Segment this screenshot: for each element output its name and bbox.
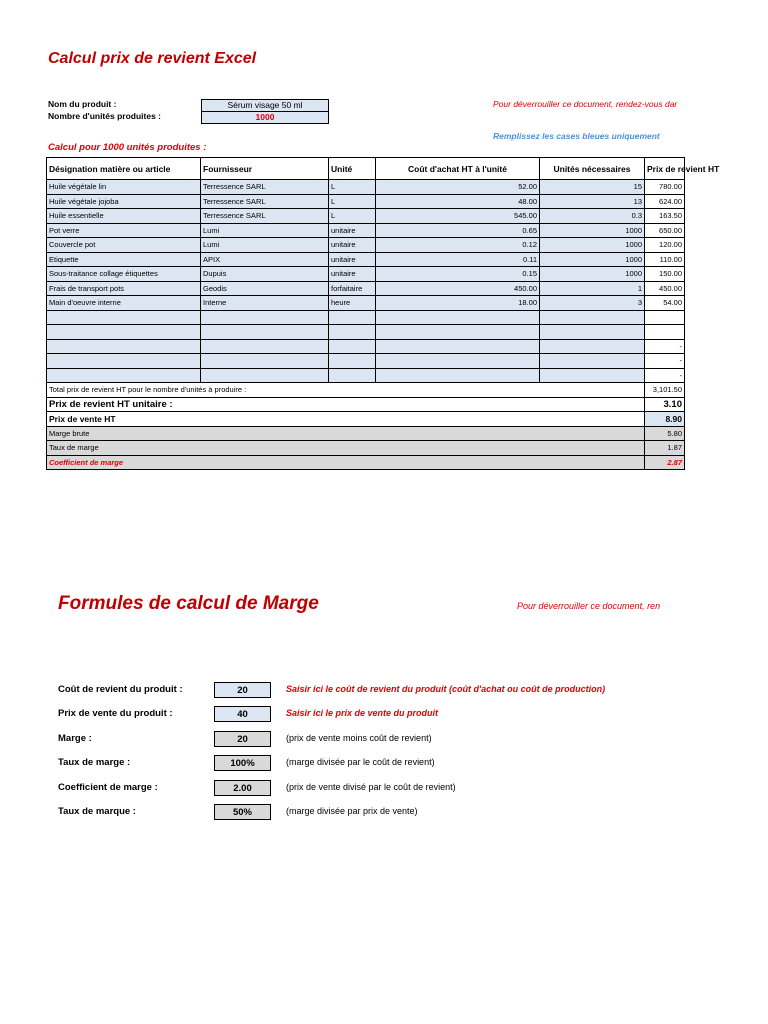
unites-cell[interactable] — [540, 325, 645, 340]
unlock-note: Pour déverrouiller ce document, rendez-vous dar — [493, 99, 678, 109]
cout-achat-cell[interactable] — [376, 339, 540, 354]
fill-note: Remplissez les cases bleues uniquement — [493, 131, 660, 141]
prix-revient-cell — [645, 325, 685, 340]
prix-revient-cell: 163.50 — [645, 209, 685, 224]
unites-cell[interactable] — [540, 339, 645, 354]
formula-result: 50% — [214, 804, 271, 820]
formula-label: Taux de marge : — [58, 757, 131, 768]
designation-cell[interactable]: Huile essentielle — [47, 209, 201, 224]
formula-label: Coût de revient du produit : — [58, 684, 183, 695]
cout-achat-cell[interactable] — [376, 354, 540, 369]
units-label: Nombre d'unités produites : — [48, 111, 161, 121]
formula-note: (marge divisée par le coût de revient) — [286, 757, 435, 767]
prix-revient-cell: 54.00 — [645, 296, 685, 311]
unites-cell[interactable]: 1 — [540, 281, 645, 296]
table-row — [47, 354, 685, 369]
designation-cell[interactable]: Sous-traitance collage étiquettes — [47, 267, 201, 282]
cout-achat-cell[interactable]: 0.65 — [376, 223, 540, 238]
margin-rate-value: 1.87 — [645, 441, 685, 456]
table-row — [47, 180, 685, 195]
prix-revient-cell: 624.00 — [645, 194, 685, 209]
sale-price-row — [47, 412, 685, 427]
unite-cell[interactable]: unitaire — [329, 223, 376, 238]
table-row — [47, 252, 685, 267]
margin-rate-row — [47, 441, 685, 456]
cout-achat-cell[interactable]: 0.11 — [376, 252, 540, 267]
prix-revient-cell: 110.00 — [645, 252, 685, 267]
designation-cell[interactable] — [47, 368, 201, 383]
designation-cell[interactable] — [47, 354, 201, 369]
unites-cell[interactable]: 1000 — [540, 267, 645, 282]
designation-cell[interactable]: Frais de transport pots — [47, 281, 201, 296]
prix-revient-cell: 650.00 — [645, 223, 685, 238]
cout-achat-cell[interactable] — [376, 325, 540, 340]
gross-margin-row — [47, 426, 685, 441]
designation-cell[interactable]: Main d'oeuvre interne — [47, 296, 201, 311]
unite-cell[interactable]: L — [329, 194, 376, 209]
designation-cell[interactable]: Couvercle pot — [47, 238, 201, 253]
unite-cell[interactable]: L — [329, 180, 376, 195]
fournisseur-cell[interactable]: Terressence SARL — [201, 194, 329, 209]
total-value: 3,101.50 — [645, 383, 685, 398]
fournisseur-cell[interactable] — [201, 354, 329, 369]
unites-cell[interactable]: 1000 — [540, 223, 645, 238]
col-prix-revient: Prix de revient HT — [645, 158, 685, 180]
unites-cell[interactable]: 0.3 — [540, 209, 645, 224]
fournisseur-cell[interactable]: Lumi — [201, 223, 329, 238]
col-fournisseur: Fournisseur — [201, 158, 329, 180]
fournisseur-cell[interactable] — [201, 339, 329, 354]
unite-cell[interactable] — [329, 325, 376, 340]
table-row — [47, 325, 685, 340]
prix-revient-cell: 120.00 — [645, 238, 685, 253]
unite-cell[interactable] — [329, 368, 376, 383]
table-row — [47, 267, 685, 282]
unites-cell[interactable]: 1000 — [540, 252, 645, 267]
designation-cell[interactable] — [47, 310, 201, 325]
fournisseur-cell[interactable] — [201, 325, 329, 340]
cout-achat-cell[interactable]: 450.00 — [376, 281, 540, 296]
unite-cell[interactable]: unitaire — [329, 252, 376, 267]
fournisseur-cell[interactable]: Geodis — [201, 281, 329, 296]
total-label: Total prix de revient HT pour le nombre d'unités à produire : — [47, 383, 645, 398]
formula-note: (prix de vente moins coût de revient) — [286, 733, 432, 743]
designation-cell[interactable] — [47, 325, 201, 340]
designation-cell[interactable]: Huile végétale lin — [47, 180, 201, 195]
prix-revient-cell: 780.00 — [645, 180, 685, 195]
designation-cell[interactable]: Pot verre — [47, 223, 201, 238]
unite-cell[interactable]: heure — [329, 296, 376, 311]
formula-note: Saisir ici le coût de revient du produit (coût d'achat ou coût de production) — [286, 684, 606, 694]
prix-revient-cell: 150.00 — [645, 267, 685, 282]
formula-label: Marge : — [58, 733, 92, 744]
formula-label: Coefficient de marge : — [58, 782, 158, 793]
fournisseur-cell[interactable]: Lumi — [201, 238, 329, 253]
unite-cell[interactable]: forfaitaire — [329, 281, 376, 296]
unites-cell[interactable] — [540, 354, 645, 369]
cout-achat-cell[interactable]: 52.00 — [376, 180, 540, 195]
table-row — [47, 368, 685, 383]
cost-table — [46, 157, 720, 470]
table-row — [47, 194, 685, 209]
formula-result: 100% — [214, 755, 271, 771]
table-row — [47, 209, 685, 224]
prix-revient-cell: - — [645, 368, 685, 383]
formula-result: 20 — [214, 731, 271, 747]
unit-cost-row — [47, 397, 685, 412]
table-row — [47, 223, 685, 238]
margin-rate-label: Taux de marge — [47, 441, 645, 456]
unite-cell[interactable]: unitaire — [329, 238, 376, 253]
designation-cell[interactable]: Huile végétale jojoba — [47, 194, 201, 209]
col-designation: Désignation matière ou article — [47, 158, 201, 180]
unites-cell[interactable]: 1000 — [540, 238, 645, 253]
cout-achat-cell[interactable]: 545.00 — [376, 209, 540, 224]
col-unite: Unité — [329, 158, 376, 180]
cout-achat-cell[interactable] — [376, 368, 540, 383]
col-cout-achat: Coût d'achat HT à l'unité — [376, 158, 540, 180]
cout-achat-cell[interactable]: 18.00 — [376, 296, 540, 311]
formula-note: (marge divisée par prix de vente) — [286, 806, 418, 816]
cout-achat-cell[interactable] — [376, 310, 540, 325]
coef-value: 2.87 — [645, 455, 685, 470]
table-row — [47, 238, 685, 253]
cout-achat-cell[interactable]: 0.15 — [376, 267, 540, 282]
product-name-input[interactable]: Sérum visage 50 ml — [201, 99, 329, 112]
designation-cell[interactable] — [47, 339, 201, 354]
units-input[interactable]: 1000 — [201, 111, 329, 124]
page-title: Calcul prix de revient Excel — [48, 50, 257, 67]
unites-cell[interactable]: 3 — [540, 296, 645, 311]
table-subtitle: Calcul pour 1000 unités produites : — [48, 142, 207, 153]
sale-price-label: Prix de vente HT — [47, 412, 645, 427]
formulas-title: Formules de calcul de Marge — [58, 593, 319, 614]
gross-margin-label: Marge brute — [47, 426, 645, 441]
prix-revient-cell: - — [645, 339, 685, 354]
unite-cell[interactable] — [329, 354, 376, 369]
coef-label: Coefficient de marge — [47, 455, 645, 470]
unite-cell[interactable]: unitaire — [329, 267, 376, 282]
table-row — [47, 339, 685, 354]
formula-input[interactable]: 40 — [214, 706, 271, 722]
total-row — [47, 383, 685, 398]
formulas-unlock-note: Pour déverrouiller ce document, ren — [517, 601, 661, 611]
unite-cell[interactable] — [329, 310, 376, 325]
designation-cell[interactable]: Etiquette — [47, 252, 201, 267]
coef-row — [47, 455, 685, 470]
unites-cell[interactable] — [540, 310, 645, 325]
unit-cost-label: Prix de revient HT unitaire : — [47, 397, 645, 412]
fournisseur-cell[interactable]: Terressence SARL — [201, 180, 329, 195]
formula-input[interactable]: 20 — [214, 682, 271, 698]
formula-note: (prix de vente divisé par le coût de revient) — [286, 782, 456, 792]
formula-result: 2.00 — [214, 780, 271, 796]
table-row — [47, 310, 685, 325]
fournisseur-cell[interactable] — [201, 310, 329, 325]
fournisseur-cell[interactable]: Interne — [201, 296, 329, 311]
prix-revient-cell — [645, 310, 685, 325]
unites-cell[interactable]: 15 — [540, 180, 645, 195]
fournisseur-cell[interactable]: Terressence SARL — [201, 209, 329, 224]
product-name-label: Nom du produit : — [48, 99, 117, 109]
cout-achat-cell[interactable]: 48.00 — [376, 194, 540, 209]
table-row — [47, 281, 685, 296]
unites-cell[interactable]: 13 — [540, 194, 645, 209]
cout-achat-cell[interactable]: 0.12 — [376, 238, 540, 253]
fournisseur-cell[interactable]: Dupuis — [201, 267, 329, 282]
formula-label: Taux de marque : — [58, 806, 136, 817]
unite-cell[interactable] — [329, 339, 376, 354]
gross-margin-value: 5.80 — [645, 426, 685, 441]
fournisseur-cell[interactable]: APIX — [201, 252, 329, 267]
table-header — [47, 158, 685, 180]
col-unites-necessaires: Unités nécessaires — [540, 158, 645, 180]
formula-label: Prix de vente du produit : — [58, 708, 173, 719]
sale-price-input[interactable]: 8.90 — [645, 412, 685, 427]
formula-note: Saisir ici le prix de vente du produit — [286, 708, 439, 718]
unites-cell[interactable] — [540, 368, 645, 383]
prix-revient-cell: 450.00 — [645, 281, 685, 296]
fournisseur-cell[interactable] — [201, 368, 329, 383]
prix-revient-cell: - — [645, 354, 685, 369]
table-row — [47, 296, 685, 311]
unite-cell[interactable]: L — [329, 209, 376, 224]
unit-cost-value: 3.10 — [645, 397, 685, 412]
